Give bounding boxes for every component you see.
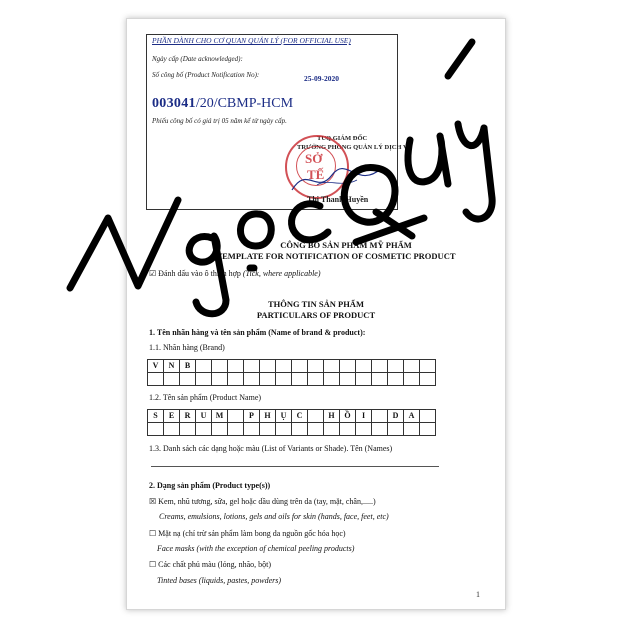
product-type-3-en: Tinted bases (liquids, pastes, powders) (157, 576, 282, 585)
signer-title-1: TUQ.GIÁM ĐỐC (317, 135, 368, 142)
brand-grid-cell: B (179, 359, 196, 373)
product-name-grid-cell: A (403, 409, 420, 423)
brand-grid-cell (227, 372, 244, 386)
number-suffix: /20/CBMP-HCM (195, 96, 294, 111)
brand-grid-cell (387, 372, 404, 386)
brand-grid-cell (147, 372, 164, 386)
date-value: 25-09-2020 (304, 74, 339, 83)
brand-grid (147, 359, 435, 385)
product-type-2-en: Face masks (with the exception of chemical peeling products) (157, 544, 355, 553)
product-name-grid-cell: S (147, 409, 164, 423)
product-name-grid-cell (387, 422, 404, 436)
brand-grid-cell (243, 372, 260, 386)
brand-grid-cell (403, 359, 420, 373)
product-type-2-checkbox: ☐ (149, 529, 157, 538)
brand-grid-cell (195, 372, 212, 386)
product-name-grid-cell (147, 422, 164, 436)
product-name-grid-cell (259, 422, 276, 436)
stamp-so-text: SỞ (305, 151, 323, 166)
official-header: PHẦN DÀNH CHO CƠ QUAN QUẢN LÝ (FOR OFFICIAL USE) (152, 36, 351, 45)
product-name-grid-cell (243, 422, 260, 436)
brand-grid-cell (323, 372, 340, 386)
section1-title: 1. Tên nhãn hàng và tên sản phẩm (Name of brand & product): (149, 328, 366, 337)
template-title-vn: CÔNG BỐ SẢN PHẨM MỸ PHẨM (280, 240, 412, 250)
particulars-heading-en: PARTICULARS OF PRODUCT (256, 310, 376, 320)
product-name-grid-cell (339, 422, 356, 436)
brand-grid-cell (355, 359, 372, 373)
brand-grid-cell (259, 359, 276, 373)
product-name-grid-cell: D (387, 409, 404, 423)
brand-grid-cell (419, 359, 436, 373)
product-name-grid-cell (275, 422, 292, 436)
product-name-grid-cell (323, 422, 340, 436)
brand-grid-cell (339, 372, 356, 386)
product-name-grid-cell (403, 422, 420, 436)
brand-grid-cell (275, 372, 292, 386)
brand-grid-cell (323, 359, 340, 373)
product-name-label: 1.2. Tên sản phẩm (Product Name) (149, 393, 262, 402)
brand-grid-cell (195, 359, 212, 373)
tick-instruction (149, 269, 321, 278)
product-name-grid-cell: E (163, 409, 180, 423)
product-name-grid-cell (179, 422, 196, 436)
tick-en: (Tick, where applicable) (242, 269, 321, 278)
product-type-1-vn: Kem, nhũ tương, sữa, gel hoặc dầu dùng trên da (tay, mặt, chân,.....) (158, 497, 376, 506)
product-type-2-vn: Mặt nạ (chỉ trừ sản phẩm làm bong da nguồn gốc hóa học) (158, 529, 346, 538)
product-name-grid-cell: H (259, 409, 276, 423)
product-name-grid-cell: P (243, 409, 260, 423)
brand-grid-cell (387, 359, 404, 373)
product-name-grid-cell: Ụ (275, 409, 292, 423)
brand-grid-cell (355, 372, 372, 386)
product-type-1 (149, 497, 376, 506)
product-type-3-checkbox: ☐ (149, 560, 157, 569)
product-name-grid-cell: U (195, 409, 212, 423)
tick-vn: Đánh dấu vào ô thích hợp (158, 269, 241, 278)
brand-grid-cell (163, 372, 180, 386)
brand-grid-cell (339, 359, 356, 373)
validity-note: Phiếu công bố có giá trị 05 năm kể từ ngày cấp. (152, 117, 287, 125)
product-name-grid-cell (163, 422, 180, 436)
product-name-grid (147, 409, 435, 435)
signer-title-2: TRƯỞNG PHÒNG QUẢN LÝ DỊCH VỤ (297, 144, 413, 151)
product-name-grid-cell (195, 422, 212, 436)
number-label: Số công bố (Product Notification No): (152, 71, 260, 79)
date-label: Ngày cấp (Date acknowledged): (152, 55, 243, 63)
product-type-1-en: Creams, emulsions, lotions, gels and oils for skin (hands, face, feet, etc) (159, 512, 389, 521)
brand-grid-cell (371, 372, 388, 386)
product-name-grid-cell (227, 409, 244, 423)
brand-grid-cell (403, 372, 420, 386)
section2-title: 2. Dạng sản phẩm (Product type(s)) (149, 481, 271, 490)
product-name-grid-cell (371, 409, 388, 423)
page-number: 1 (476, 590, 480, 599)
brand-grid-cell (307, 372, 324, 386)
document-page (126, 18, 506, 610)
product-name-grid-cell (355, 422, 372, 436)
product-name-grid-cell (419, 422, 436, 436)
brand-grid-cell (211, 372, 228, 386)
product-name-grid-cell (371, 422, 388, 436)
brand-label: 1.1. Nhãn hàng (Brand) (149, 343, 225, 352)
tick-checkbox-icon: ☑ (149, 269, 157, 278)
brand-grid-cell (179, 372, 196, 386)
template-title-en: TEMPLATE FOR NOTIFICATION OF COSMETIC PRODUCT (216, 251, 456, 261)
product-type-3-vn: Các chất phủ màu (lỏng, nhão, bột) (158, 560, 272, 569)
product-name-grid-cell: C (291, 409, 308, 423)
product-name-grid-cell (419, 409, 436, 423)
product-name-grid-cell (227, 422, 244, 436)
brand-grid-cell (243, 359, 260, 373)
official-use-box (146, 34, 413, 210)
product-type-2 (149, 529, 346, 538)
product-name-grid-cell (211, 422, 228, 436)
brand-grid-cell (291, 372, 308, 386)
product-type-1-checkbox: ☒ (149, 497, 157, 506)
product-type-3 (149, 560, 271, 569)
brand-grid-cell (211, 359, 228, 373)
particulars-heading-vn: THÔNG TIN SẢN PHẨM (268, 299, 364, 309)
variants-line (151, 466, 439, 467)
variants-label: 1.3. Danh sách các dạng hoặc màu (List of Variants or Shade). Tên (Names) (149, 444, 393, 453)
brand-grid-cell: V (147, 359, 164, 373)
brand-grid-cell (227, 359, 244, 373)
product-name-grid-cell (307, 409, 324, 423)
stamp-te-text: TẾ (307, 167, 325, 182)
product-name-grid-cell (291, 422, 308, 436)
brand-grid-cell (275, 359, 292, 373)
brand-grid-cell (371, 359, 388, 373)
number-prefix: 003041 (152, 96, 196, 111)
product-name-grid-cell: H (323, 409, 340, 423)
product-name-grid-cell: M (211, 409, 228, 423)
brand-grid-cell (307, 359, 324, 373)
notification-number (152, 96, 293, 112)
product-name-grid-cell: I (355, 409, 372, 423)
brand-grid-cell (419, 372, 436, 386)
signer-name: Thị Thanh Huyền (307, 195, 369, 204)
brand-grid-cell (291, 359, 308, 373)
product-name-grid-cell: Ồ (339, 409, 356, 423)
brand-grid-cell (259, 372, 276, 386)
brand-grid-cell: N (163, 359, 180, 373)
product-name-grid-cell (307, 422, 324, 436)
signature-scribble (287, 160, 387, 200)
product-name-grid-cell: R (179, 409, 196, 423)
